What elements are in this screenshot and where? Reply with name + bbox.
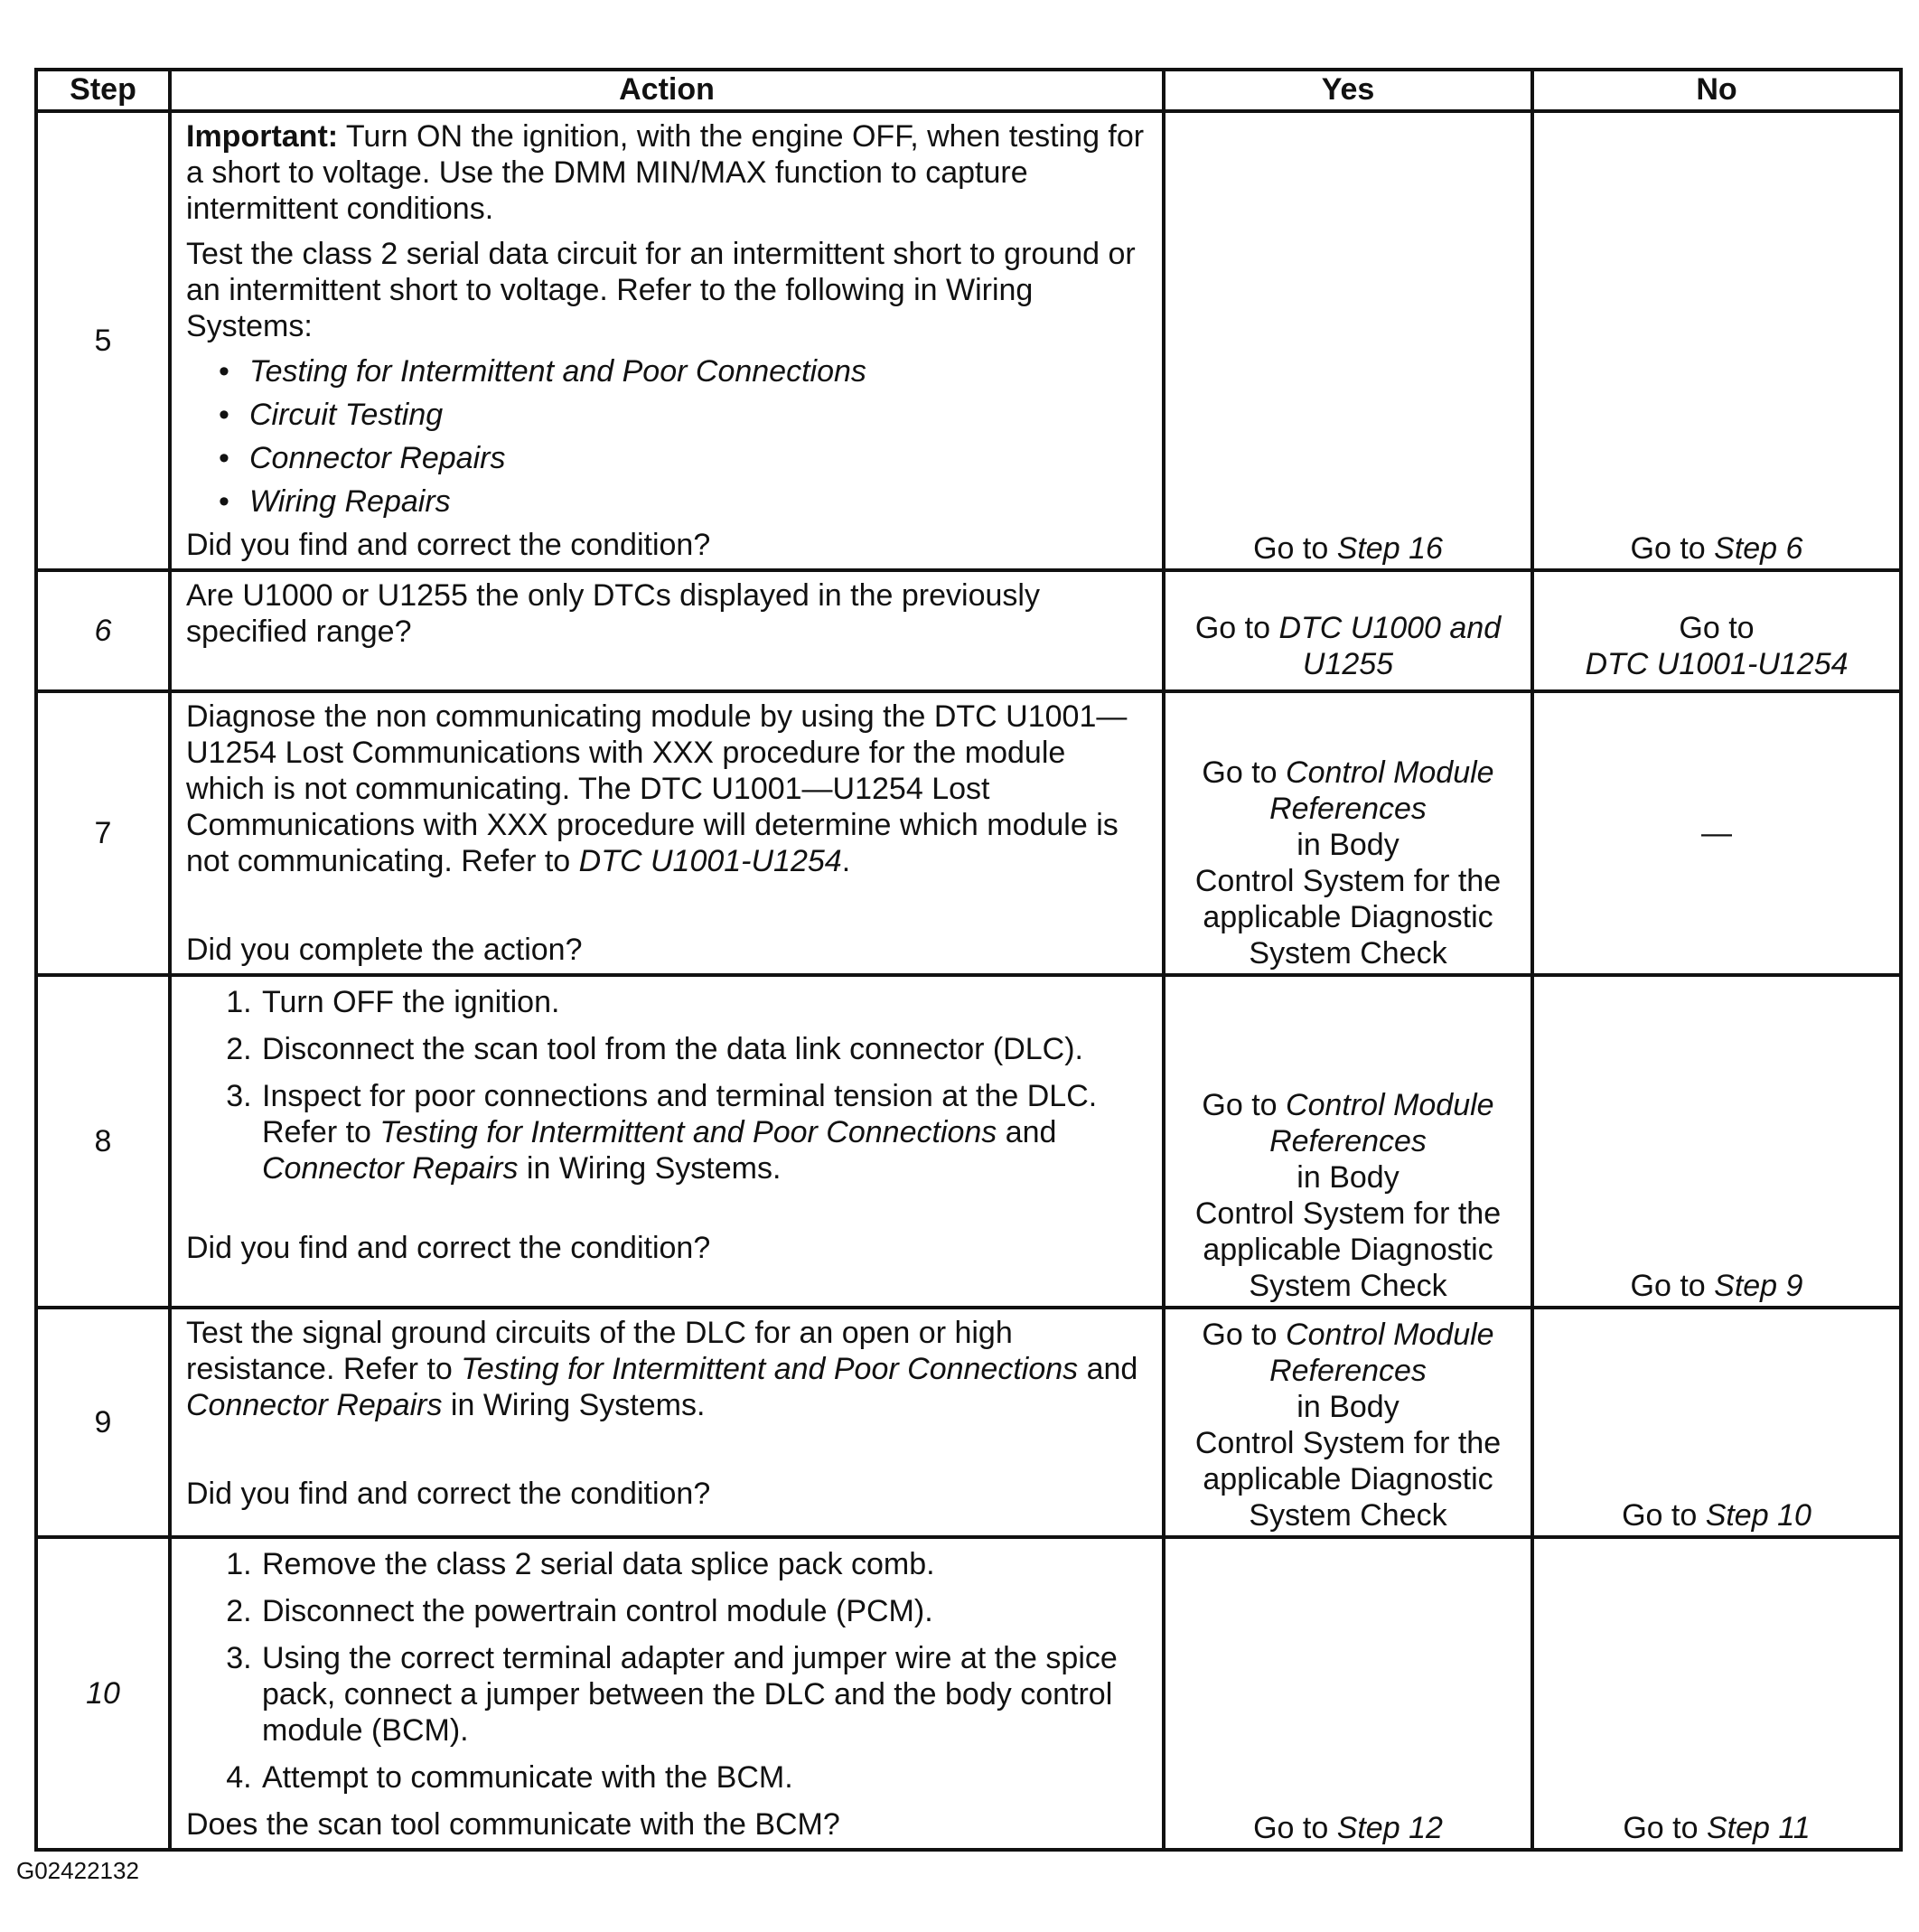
step-number: 9 bbox=[36, 1308, 170, 1537]
yes-line-2: in Body bbox=[1296, 828, 1399, 862]
no-link[interactable]: Step 11 bbox=[1706, 1811, 1811, 1845]
question: Did you find and correct the condition? bbox=[186, 1477, 711, 1511]
question: Did you find and correct the condition? bbox=[186, 528, 711, 562]
yes-prefix: Go to bbox=[1202, 1318, 1287, 1352]
header-row bbox=[36, 70, 1901, 111]
list-item: 3. Using the correct terminal adapter and jumper wire at the spice pack, connect a jumper between the DLC and the body control module (BCM). bbox=[260, 1640, 1149, 1749]
no-prefix: Go to bbox=[1679, 611, 1755, 645]
yes-line-5: System Check bbox=[1249, 1498, 1447, 1533]
yes-cell bbox=[1164, 570, 1532, 691]
action-link[interactable]: DTC U1001-U1254 bbox=[578, 844, 842, 878]
important-note bbox=[186, 118, 1149, 227]
step-number: 10 bbox=[36, 1537, 170, 1850]
list-item: • Circuit Testing bbox=[249, 397, 1149, 433]
procedure-list bbox=[186, 984, 1149, 1186]
yes-link[interactable]: Control Module References bbox=[1269, 1318, 1494, 1388]
yes-link[interactable]: DTC U1000 and U1255 bbox=[1278, 611, 1502, 681]
question: Did you find and correct the condition? bbox=[186, 1231, 711, 1265]
table-row bbox=[36, 691, 1901, 975]
important-label: Important: bbox=[186, 119, 339, 154]
list-item: 4. Attempt to communicate with the BCM. bbox=[260, 1759, 1149, 1796]
no-link[interactable]: Step 10 bbox=[1705, 1498, 1811, 1533]
yes-prefix: Go to bbox=[1202, 1088, 1287, 1122]
yes-line-1 bbox=[1169, 1317, 1527, 1389]
yes-line-2: in Body bbox=[1296, 1160, 1399, 1195]
list-item: • Wiring Repairs bbox=[249, 483, 1149, 520]
action-cell bbox=[170, 1308, 1164, 1537]
list-item: 1. Remove the class 2 serial data splice pack comb. bbox=[260, 1546, 1149, 1582]
no-prefix: Go to bbox=[1622, 1498, 1706, 1533]
no-link[interactable]: DTC U1001-U1254 bbox=[1585, 647, 1849, 681]
item-and: and bbox=[997, 1115, 1057, 1149]
list-item bbox=[260, 1078, 1149, 1186]
no-cell bbox=[1532, 975, 1901, 1308]
no-link[interactable]: Step 6 bbox=[1714, 531, 1803, 566]
header-no: No bbox=[1532, 70, 1901, 111]
action-cell bbox=[170, 111, 1164, 570]
yes-line-3: Control System for the bbox=[1194, 864, 1502, 898]
yes-line-5: System Check bbox=[1249, 1269, 1447, 1303]
question: Does the scan tool communicate with the BCM? bbox=[186, 1807, 840, 1842]
list-item: 1. Turn OFF the ignition. bbox=[260, 984, 1149, 1020]
diagnostic-table-document bbox=[34, 68, 1899, 1852]
no-cell: — bbox=[1532, 691, 1901, 975]
item-end: in Wiring Systems. bbox=[518, 1151, 782, 1186]
yes-line-4: applicable Diagnostic bbox=[1203, 1233, 1493, 1267]
item-link-2[interactable]: Connector Repairs bbox=[262, 1151, 519, 1186]
yes-line-5: System Check bbox=[1249, 936, 1447, 971]
no-prefix: Go to bbox=[1630, 531, 1715, 566]
table-row bbox=[36, 975, 1901, 1308]
list-item: • Testing for Intermittent and Poor Connections bbox=[249, 353, 1149, 389]
action-cell: Are U1000 or U1255 the only DTCs displayed in the previously specified range? bbox=[170, 570, 1164, 691]
table-row bbox=[36, 570, 1901, 691]
action-body: Test the signal ground circuits of the DLC for an open or high resistance. Refer to bbox=[186, 1316, 1013, 1386]
list-item: • Connector Repairs bbox=[249, 440, 1149, 476]
action-link-2[interactable]: Connector Repairs bbox=[186, 1388, 443, 1422]
no-cell bbox=[1532, 1308, 1901, 1537]
reference-list bbox=[186, 353, 1149, 520]
yes-line-1 bbox=[1169, 1087, 1527, 1159]
yes-prefix: Go to bbox=[1253, 1811, 1337, 1845]
table-row bbox=[36, 111, 1901, 570]
step-number: 8 bbox=[36, 975, 170, 1308]
item-link-1[interactable]: Testing for Intermittent and Poor Connections bbox=[379, 1115, 997, 1149]
yes-link[interactable]: Control Module References bbox=[1269, 755, 1494, 826]
yes-link[interactable]: Control Module References bbox=[1269, 1088, 1494, 1158]
step-number: 6 bbox=[36, 570, 170, 691]
list-item: 2. Disconnect the powertrain control module (PCM). bbox=[260, 1593, 1149, 1629]
no-cell bbox=[1532, 1537, 1901, 1850]
step-number: 5 bbox=[36, 111, 170, 570]
yes-line-4: applicable Diagnostic bbox=[1203, 900, 1493, 934]
procedure-list bbox=[186, 1546, 1149, 1796]
table-row bbox=[36, 1308, 1901, 1537]
item-text: Inspect for poor connections and terminal tension at the DLC. Refer to bbox=[262, 1079, 1098, 1149]
no-cell bbox=[1532, 570, 1901, 691]
action-cell bbox=[170, 1537, 1164, 1850]
yes-cell bbox=[1164, 1537, 1532, 1850]
yes-line-1 bbox=[1169, 755, 1527, 827]
important-text: Turn ON the ignition, with the engine OFF, when testing for a short to voltage. Use the DMM MIN/MAX function to capture intermittent conditions. bbox=[186, 119, 1145, 226]
question: Did you complete the action? bbox=[186, 933, 583, 967]
step-number: 7 bbox=[36, 691, 170, 975]
action-end: . bbox=[841, 844, 851, 878]
yes-line-2: in Body bbox=[1296, 1390, 1399, 1424]
action-cell bbox=[170, 975, 1164, 1308]
test-instruction: Test the class 2 serial data circuit for an intermittent short to ground or an intermittent short to voltage. Refer to the following in Wiring Systems: bbox=[186, 237, 1136, 343]
no-prefix: Go to bbox=[1623, 1811, 1707, 1845]
header-yes: Yes bbox=[1164, 70, 1532, 111]
yes-link[interactable]: Step 16 bbox=[1336, 531, 1443, 566]
yes-cell bbox=[1164, 975, 1532, 1308]
yes-cell bbox=[1164, 1308, 1532, 1537]
yes-prefix: Go to bbox=[1202, 755, 1287, 790]
yes-line-3: Control System for the bbox=[1194, 1426, 1502, 1460]
action-and: and bbox=[1078, 1352, 1138, 1386]
list-item: 2. Disconnect the scan tool from the data link connector (DLC). bbox=[260, 1031, 1149, 1067]
action-text bbox=[186, 699, 1149, 879]
header-step: Step bbox=[36, 70, 170, 111]
yes-line-4: applicable Diagnostic bbox=[1203, 1462, 1493, 1496]
yes-cell bbox=[1164, 691, 1532, 975]
diagnostic-table bbox=[34, 68, 1903, 1852]
table-row bbox=[36, 1537, 1901, 1850]
action-body: Diagnose the non communicating module by using the DTC U1001—U1254 Lost Communications with XXX procedure for the module which is not communicating. The DTC U1001—U1254 Lost Communications with XXX procedure will determine which module is not communicating. Refer to bbox=[186, 699, 1128, 878]
yes-prefix: Go to bbox=[1253, 531, 1337, 566]
yes-link[interactable]: Step 12 bbox=[1336, 1811, 1443, 1845]
action-text bbox=[186, 1315, 1149, 1423]
yes-line-3: Control System for the bbox=[1194, 1196, 1502, 1231]
yes-cell bbox=[1164, 111, 1532, 570]
no-link[interactable]: Step 9 bbox=[1714, 1269, 1803, 1303]
action-end: in Wiring Systems. bbox=[442, 1388, 706, 1422]
header-action: Action bbox=[170, 70, 1164, 111]
no-cell bbox=[1532, 111, 1901, 570]
figure-id: G02422132 bbox=[16, 1857, 139, 1884]
action-cell bbox=[170, 691, 1164, 975]
action-link-1[interactable]: Testing for Intermittent and Poor Connections bbox=[461, 1352, 1079, 1386]
yes-prefix: Go to bbox=[1194, 611, 1279, 645]
no-prefix: Go to bbox=[1630, 1269, 1715, 1303]
